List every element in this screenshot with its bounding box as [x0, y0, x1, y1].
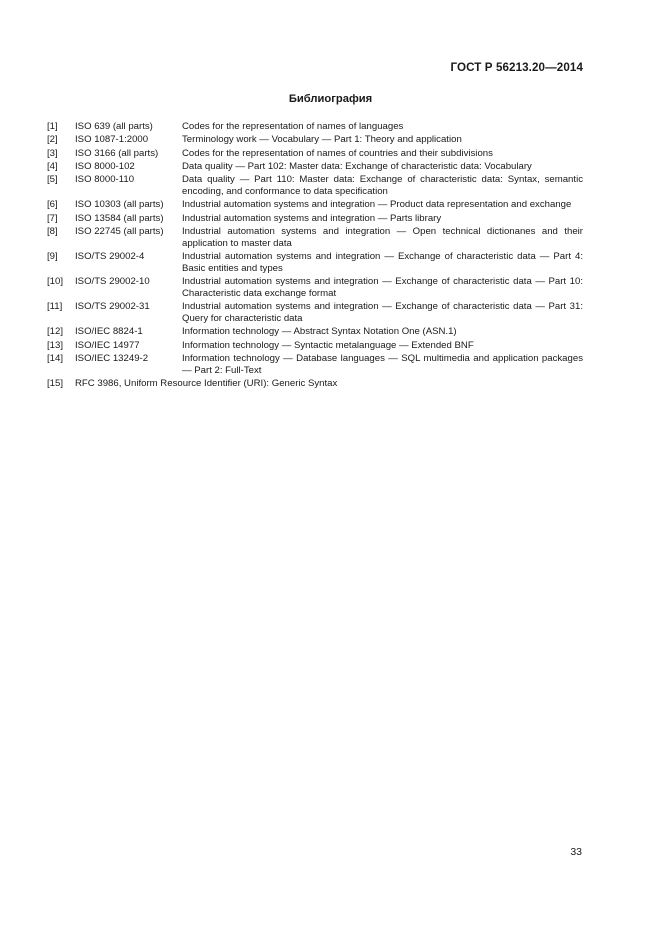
- page-number: 33: [570, 846, 582, 858]
- bibliography-entry: [47, 161, 583, 173]
- bibliography-entry: [47, 353, 583, 377]
- bibliography-entry: [47, 148, 583, 160]
- entry-standard-code: ISO/IEC 13249-2: [75, 352, 149, 364]
- bibliography-title: Библиография: [288, 93, 373, 105]
- entry-title: Information technology — Database languages — SQL multimedia and application packages — Part 2: Full-Text: [182, 352, 583, 376]
- entry-number: [2]: [47, 134, 58, 146]
- bibliography-entry: [47, 326, 583, 338]
- entry-number: [1]: [47, 121, 58, 132]
- entry-title: Information technology — Abstract Syntax Notation One (ASN.1): [182, 326, 457, 338]
- entry-title: Industrial automation systems and integration — Exchange of characteristic data — Part 4: Basic entities and types: [182, 250, 583, 274]
- bibliography-entry: [47, 251, 583, 275]
- entry-standard-code: ISO/IEC 8824-1: [75, 326, 143, 338]
- entry-title: Data quality — Part 102: Master data: Exchange of characteristic data: Vocabulary: [182, 160, 532, 172]
- entry-title: Terminology work — Vocabulary — Part 1: Theory and application: [182, 134, 462, 146]
- entry-standard-code: ISO/IEC 14977: [75, 339, 140, 351]
- bibliography-list: [47, 121, 583, 391]
- bibliography-entry: [47, 340, 583, 352]
- entry-title: Codes for the representation of names of countries and their subdivisions: [182, 147, 493, 159]
- entry-number: [3]: [47, 147, 58, 159]
- entry-standard-code: ISO 13584 (all parts): [75, 212, 164, 224]
- entry-standard-code: ISO/TS 29002-10: [75, 276, 150, 288]
- bibliography-entry: [47, 378, 583, 390]
- entry-number: [12]: [47, 326, 64, 338]
- entry-standard-code: ISO/TS 29002-31: [75, 301, 150, 313]
- entry-number: [4]: [47, 160, 58, 172]
- bibliography-entry: [47, 276, 583, 300]
- entry-number: [15]: [47, 377, 64, 389]
- bibliography-entry: [47, 121, 583, 133]
- entry-standard-code: ISO 639 (all parts): [75, 121, 153, 132]
- entry-standard-code: ISO 10303 (all parts): [75, 199, 164, 211]
- bibliography-entry: [47, 134, 583, 146]
- entry-full-text: RFC 3986, Uniform Resource Identifier (URI): Generic Syntax: [75, 377, 338, 389]
- entry-standard-code: ISO 22745 (all parts): [75, 225, 164, 237]
- entry-title: Industrial automation systems and integration — Exchange of characteristic data — Part 10: Characteristic data exchange format: [182, 276, 583, 299]
- bibliography-entry: [47, 199, 583, 211]
- entry-number: [14]: [47, 352, 64, 364]
- entry-number: [6]: [47, 199, 58, 211]
- entry-title: Data quality — Part 110: Master data: Exchange of characteristic data: Syntax, semantic encoding, and conformance to data specification: [182, 174, 583, 197]
- entry-number: [7]: [47, 212, 58, 224]
- entry-number: [5]: [47, 174, 58, 186]
- entry-number: [13]: [47, 339, 64, 351]
- bibliography-entry: [47, 226, 583, 250]
- entry-title: Industrial automation systems and integration — Parts library: [182, 212, 442, 224]
- entry-number: [9]: [47, 250, 58, 262]
- entry-standard-code: ISO 3166 (all parts): [75, 147, 159, 159]
- entry-title: Industrial automation systems and integration — Open technical dictionanes and their application to master data: [182, 225, 583, 249]
- entry-standard-code: ISO 1087-1:2000: [75, 134, 149, 146]
- bibliography-entry: [47, 174, 583, 198]
- entry-title: Industrial automation systems and integration — Exchange of characteristic data — Part 31: Query for characteristic data: [182, 301, 583, 324]
- entry-number: [10]: [47, 276, 64, 288]
- bibliography-entry: [47, 213, 583, 225]
- entry-title: Information technology — Syntactic metalanguage — Extended BNF: [182, 339, 474, 351]
- document-header-code: ГОСТ Р 56213.20—2014: [450, 61, 583, 74]
- bibliography-entry: [47, 301, 583, 325]
- entry-number: [8]: [47, 225, 58, 237]
- entry-number: [11]: [47, 301, 63, 313]
- entry-standard-code: ISO 8000-102: [75, 160, 135, 172]
- entry-standard-code: ISO 8000-110: [75, 174, 135, 186]
- entry-title: Codes for the representation of names of languages: [182, 121, 404, 132]
- entry-standard-code: ISO/TS 29002-4: [75, 250, 145, 262]
- entry-title: Industrial automation systems and integration — Product data representation and exchange: [182, 199, 572, 211]
